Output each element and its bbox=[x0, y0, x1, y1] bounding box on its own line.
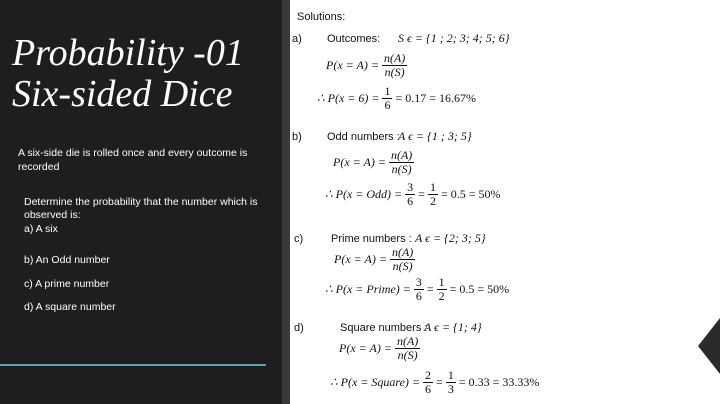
fraction bbox=[382, 85, 392, 112]
left-panel bbox=[0, 0, 282, 404]
solution-d-label: d) bbox=[294, 322, 304, 334]
solution-c-label: c) bbox=[294, 233, 304, 245]
fraction bbox=[437, 276, 447, 303]
solution-c-result: ∴ P(x = Prime) = $\frac{3}{6}$ = $\frac{1}{2}$ = 0.5 = 50% bbox=[325, 275, 510, 303]
fraction bbox=[446, 369, 456, 396]
solutions-heading: Solutions: bbox=[297, 11, 346, 23]
result-rhs: = 0.33 = 33.33% bbox=[458, 375, 540, 389]
denominator: n(S) bbox=[384, 65, 405, 79]
slide-title bbox=[12, 33, 244, 115]
numerator: n(A) bbox=[391, 245, 414, 259]
solution-c-set: A ϵ = {2; 3; 5} bbox=[415, 231, 486, 245]
numerator: 3 bbox=[415, 275, 422, 289]
solution-b-formula bbox=[333, 149, 417, 176]
solution-b-result: ∴ P(x = Odd) = $\frac{3}{6}$ = $\frac{1}{2}$ = 0.5 = 50% bbox=[325, 180, 501, 208]
numerator: 2 bbox=[425, 368, 432, 382]
title-line-1: Probability -01 bbox=[12, 32, 244, 74]
fraction bbox=[405, 181, 415, 208]
denominator: 6 bbox=[384, 98, 391, 112]
solution-a-set: S ϵ = {1 ; 2; 3; 4; 5; 6} bbox=[398, 31, 510, 45]
accent-line bbox=[0, 364, 266, 366]
numerator: 3 bbox=[407, 180, 414, 194]
solution-b-label: b) bbox=[292, 131, 302, 143]
denominator: n(S) bbox=[397, 348, 418, 362]
numerator: n(A) bbox=[390, 148, 413, 162]
fraction bbox=[395, 335, 420, 362]
formula-lhs: P(x = A) = bbox=[333, 155, 386, 169]
solution-b-text: Odd numbers : bbox=[327, 131, 400, 143]
question-item-a: a) A six bbox=[24, 223, 58, 235]
denominator: 2 bbox=[438, 289, 445, 303]
denominator: 6 bbox=[415, 289, 422, 303]
solution-d-formula bbox=[339, 335, 423, 362]
numerator: 1 bbox=[447, 368, 454, 382]
result-lhs: ∴ P(x = Square) = bbox=[330, 375, 421, 389]
solution-d-text: Square numbers : bbox=[340, 322, 428, 334]
question-item-b: b) An Odd number bbox=[24, 254, 110, 266]
question-item-d: d) A square number bbox=[24, 301, 116, 313]
numerator: 1 bbox=[438, 275, 445, 289]
denominator: 2 bbox=[429, 194, 436, 208]
numerator: n(A) bbox=[383, 51, 406, 65]
fraction bbox=[382, 52, 407, 79]
denominator: 6 bbox=[407, 194, 414, 208]
denominator: n(S) bbox=[392, 259, 413, 273]
fraction bbox=[428, 181, 438, 208]
solution-c-formula bbox=[334, 246, 418, 273]
question-item-c: c) A prime number bbox=[24, 278, 110, 290]
denominator: n(S) bbox=[391, 162, 412, 176]
title-line-2: Six-sided Dice bbox=[12, 73, 233, 115]
panel-divider bbox=[282, 0, 290, 404]
fraction bbox=[423, 369, 433, 396]
solution-c-text: Prime numbers : bbox=[331, 233, 412, 245]
solution-d-result: ∴ P(x = Square) = $\frac{2}{6}$ = $\frac{1}{3}$ = 0.33 = 33.33% bbox=[330, 368, 540, 396]
denominator: 3 bbox=[447, 382, 454, 396]
result-rhs: = 0.5 = 50% bbox=[440, 187, 501, 201]
result-rhs: = 0.17 = 16.67% bbox=[395, 91, 477, 105]
formula-lhs: P(x = A) = bbox=[326, 58, 379, 72]
solution-b-set: A ϵ = {1 ; 3; 5} bbox=[398, 129, 472, 143]
fraction bbox=[414, 276, 424, 303]
solution-a-label: a) bbox=[292, 33, 302, 45]
result-lhs: ∴ P(x = Prime) = bbox=[325, 282, 411, 296]
fraction bbox=[390, 246, 415, 273]
formula-lhs: P(x = A) = bbox=[339, 341, 392, 355]
problem-intro: A six-side die is rolled once and every outcome is recorded bbox=[18, 147, 248, 173]
numerator: 1 bbox=[384, 84, 391, 98]
result-lhs: ∴ P(x = Odd) = bbox=[325, 187, 403, 201]
numerator: 1 bbox=[429, 180, 436, 194]
solution-a-result bbox=[317, 85, 476, 112]
problem-question: Determine the probability that the number which is observed is: bbox=[24, 196, 258, 221]
result-rhs: = 0.5 = 50% bbox=[449, 282, 510, 296]
result-lhs: ∴ P(x = 6) = bbox=[317, 91, 380, 105]
next-slide-arrow-icon[interactable] bbox=[698, 318, 720, 374]
formula-lhs: P(x = A) = bbox=[334, 252, 387, 266]
fraction bbox=[389, 149, 414, 176]
numerator: n(A) bbox=[396, 334, 419, 348]
solution-d-set: A ϵ = {1; 4} bbox=[424, 320, 482, 334]
solution-a-text: Outcomes: bbox=[327, 33, 381, 45]
solution-a-formula bbox=[326, 52, 410, 79]
denominator: 6 bbox=[425, 382, 432, 396]
